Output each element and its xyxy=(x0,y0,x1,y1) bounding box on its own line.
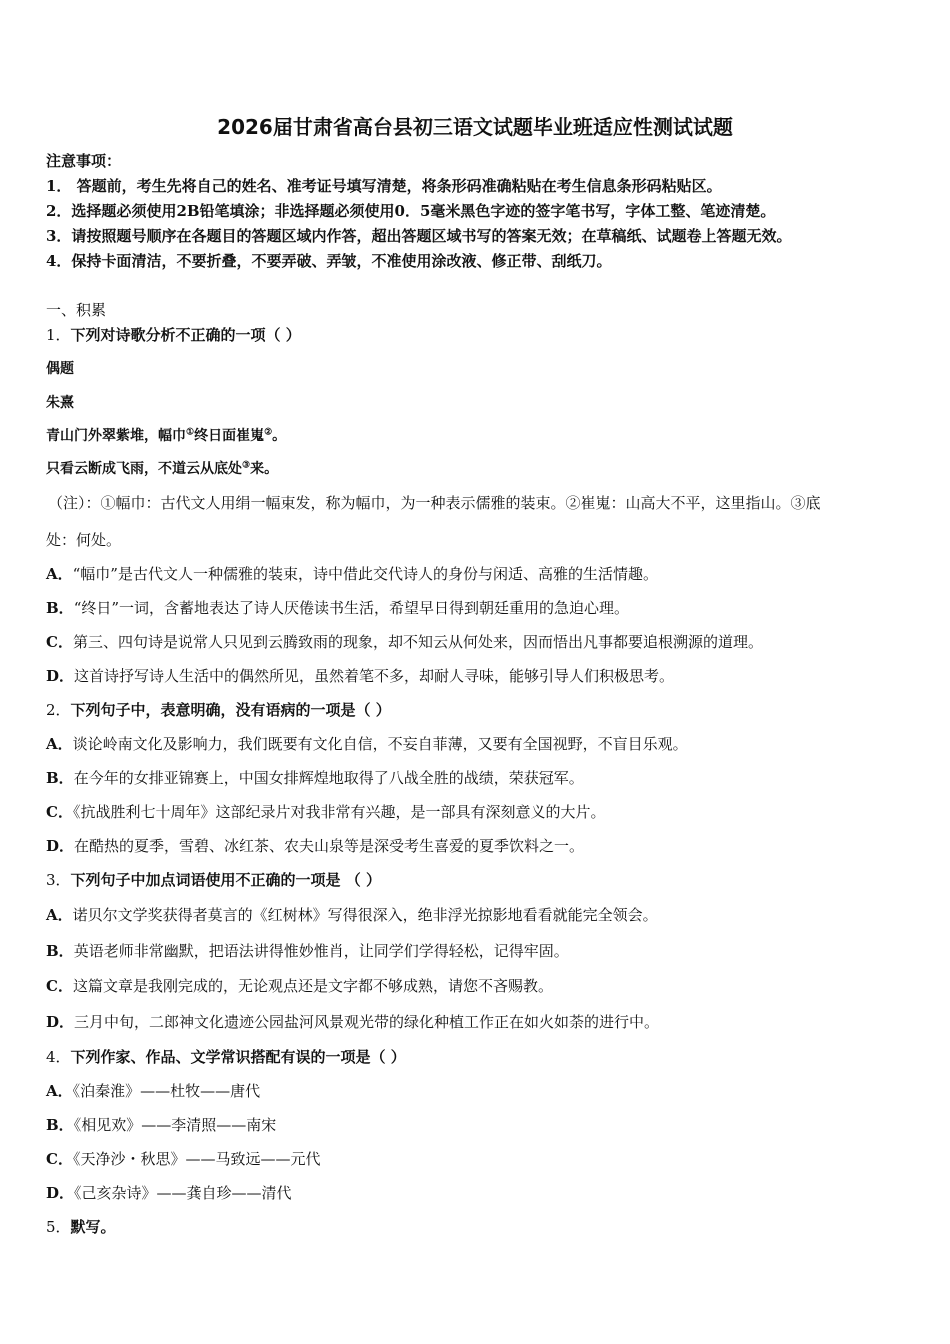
question-5 xyxy=(46,1217,116,1237)
notice-item: 1． 答题前，考生先将自己的姓名、准考证号填写清楚，将条形码准确粘贴在考生信息条形码粘贴区。 xyxy=(46,177,722,195)
question-stem: 下列句子中加点词语使用不正确的一项是 （ ） xyxy=(70,871,381,889)
notice-item: 3．请按照题号顺序在各题目的答题区域内作答，超出答题区域书写的答案无效；在草稿纸、试题卷上答题无效。 xyxy=(46,227,792,245)
poem-note: 处：何处。 xyxy=(46,531,122,549)
footnote-mark: ① xyxy=(186,427,195,438)
poem-note: （注）：①幅巾：古代文人用绢一幅束发，称为幅巾，为一种表示儒雅的装束。②崔嵬：山高大不平，这里指山。③底 xyxy=(48,494,821,512)
option-a: A．“幅巾”是古代文人一种儒雅的装束，诗中借此交代诗人的身份与闲适、高雅的生活情趣。 xyxy=(46,565,658,583)
option-a: A．谈论岭南文化及影响力，我们既要有文化自信，不妄自菲薄，又要有全国视野，不盲目乐观。 xyxy=(46,735,688,753)
notice-item: 4．保持卡面清洁，不要折叠，不要弄破、弄皱，不准使用涂改液、修正带、刮纸刀。 xyxy=(46,252,612,270)
option-d: D．在酷热的夏季，雪碧、冰红茶、农夫山泉等是深受考生喜爱的夏季饮料之一。 xyxy=(46,837,585,855)
question-number: 2． xyxy=(46,701,71,719)
option-d: D．《己亥杂诗》——龚自珍——清代 xyxy=(46,1184,292,1202)
option-d: D．三月中旬，二郎神文化遗迹公园盐河风景观光带的绿化种植工作正在如火如荼的进行中。 xyxy=(46,1013,660,1031)
poem-line: 只看云断成飞雨，不道云从底处③来。 xyxy=(46,460,279,477)
footnote-mark: ③ xyxy=(242,460,251,471)
option-b: B．在今年的女排亚锦赛上，中国女排辉煌地取得了八战全胜的战绩，荣获冠军。 xyxy=(46,769,584,787)
option-b: B．“终日”一词，含蓄地表达了诗人厌倦读书生活，希望早日得到朝廷重用的急迫心理。 xyxy=(46,599,630,617)
option-b: B．英语老师非常幽默，把语法讲得惟妙惟肖，让同学们学得轻松，记得牢固。 xyxy=(46,942,569,960)
question-2 xyxy=(46,700,391,720)
option-b: B．《相见欢》——李清照——南宋 xyxy=(46,1116,277,1134)
question-stem: 下列作家、作品、文学常识搭配有误的一项是（ ） xyxy=(70,1048,406,1066)
question-3 xyxy=(46,870,381,890)
notice-heading: 注意事项： xyxy=(46,152,122,170)
option-c: C．第三、四句诗是说常人只见到云腾致雨的现象，却不知云从何处来，因而悟出凡事都要追根溯源的道理。 xyxy=(46,633,763,651)
option-c: C．这篇文章是我刚完成的，无论观点还是文字都不够成熟，请您不吝赐教。 xyxy=(46,977,553,995)
question-1 xyxy=(46,325,301,345)
option-d: D．这首诗抒写诗人生活中的偶然所见，虽然着笔不多，却耐人寻味，能够引导人们积极思考。 xyxy=(46,667,675,685)
question-stem: 下列句子中，表意明确，没有语病的一项是（ ） xyxy=(70,701,391,719)
question-number: 5． xyxy=(46,1218,71,1236)
option-a: A．《泊秦淮》——杜牧——唐代 xyxy=(46,1082,261,1100)
poem-line: 青山门外翠紫堆，幅巾①终日面崔嵬②。 xyxy=(46,427,287,444)
question-stem: 下列对诗歌分析不正确的一项（ ） xyxy=(70,326,301,344)
section-heading: 一、积累 xyxy=(46,301,107,319)
question-number: 1． xyxy=(46,326,71,344)
option-c: C．《抗战胜利七十周年》这部纪录片对我非常有兴趣，是一部具有深刻意义的大片。 xyxy=(46,803,606,821)
question-4 xyxy=(46,1047,406,1067)
option-c: C．《天净沙・秋思》——马致远——元代 xyxy=(46,1150,321,1168)
question-stem: 默写。 xyxy=(70,1218,116,1236)
notice-item: 2．选择题必须使用2B铅笔填涂；非选择题必须使用0．5毫米黑色字迹的签字笔书写，字体工整、笔迹清楚。 xyxy=(46,202,776,220)
poem-title: 偶题 xyxy=(46,361,74,377)
question-number: 3． xyxy=(46,871,71,889)
poem-author: 朱熹 xyxy=(46,395,74,411)
footnote-mark: ② xyxy=(264,427,273,438)
page-title: 2026届甘肃省高台县初三语文试题毕业班适应性测试试题 xyxy=(217,115,733,139)
question-number: 4． xyxy=(46,1048,71,1066)
option-a: A．诺贝尔文学奖获得者莫言的《红树林》写得很深入，绝非浮光掠影地看看就能完全领会。 xyxy=(46,906,658,924)
